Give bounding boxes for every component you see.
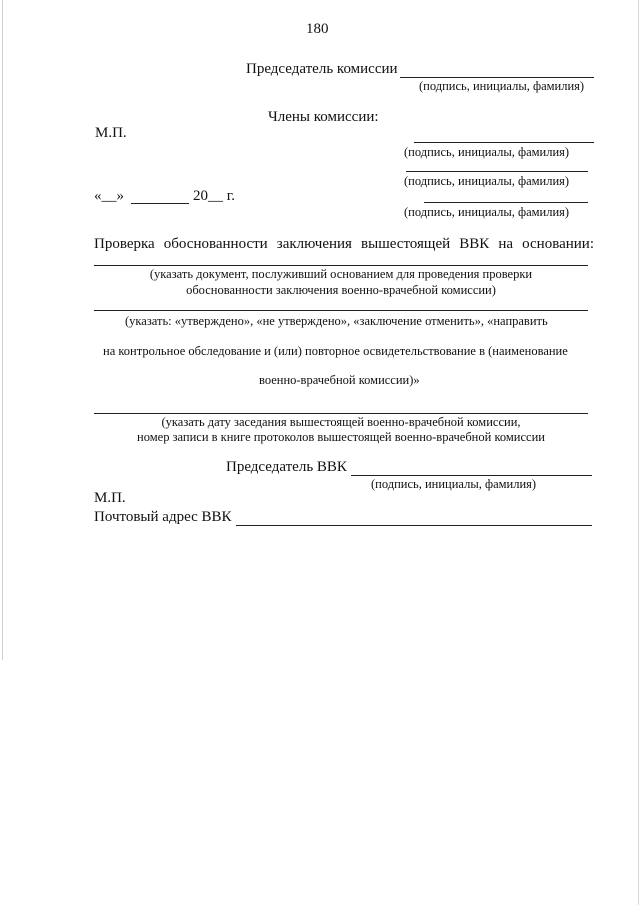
basis-document-caption-1: (указать документ, послуживший основанием для проведения проверки	[149, 267, 533, 281]
scan-edge-right	[638, 0, 639, 905]
basis-document-line	[94, 265, 588, 266]
scan-edge-left	[2, 0, 3, 660]
member-1-signature-line	[414, 142, 594, 143]
vvk-address-line	[236, 525, 592, 526]
commission-chairman-signature-line	[400, 77, 594, 78]
vvk-stamp-label: М.П.	[94, 490, 126, 506]
date-day-field: «__»	[94, 188, 124, 204]
meeting-line	[94, 413, 588, 414]
decision-caption-3: военно-врачебной комиссии)»	[259, 373, 420, 387]
member-2-signature-line	[406, 171, 588, 172]
vvk-chairman-signature-line	[351, 475, 592, 476]
decision-line	[94, 310, 588, 311]
member-1-caption: (подпись, инициалы, фамилия)	[404, 145, 570, 159]
commission-stamp-label: М.П.	[95, 125, 127, 141]
decision-caption-2: на контрольное обследование и (или) повторное освидетельствование в (наименование	[103, 344, 568, 358]
page-number: 180	[306, 21, 329, 37]
member-3-signature-line	[424, 202, 588, 203]
meeting-caption-1: (указать дату заседания вышестоящей военно-врачебной комиссии,	[161, 415, 521, 429]
member-3-caption: (подпись, инициалы, фамилия)	[404, 205, 570, 219]
member-2-caption: (подпись, инициалы, фамилия)	[404, 174, 570, 188]
meeting-caption-2: номер записи в книге протоколов вышестоящей военно-врачебной комиссии	[137, 430, 545, 444]
members-label: Члены комиссии:	[268, 109, 379, 125]
basis-document-caption-2: обоснованности заключения военно-врачебной комиссии)	[186, 283, 496, 297]
date-year-field: 20__ г.	[193, 188, 235, 204]
check-heading: Проверка обоснованности заключения вышестоящей ВВК на основании:	[94, 236, 594, 252]
vvk-chairman-caption: (подпись, инициалы, фамилия)	[371, 477, 537, 491]
commission-chairman-label: Председатель комиссии	[246, 61, 398, 77]
vvk-chairman-label: Председатель ВВК	[226, 459, 347, 475]
vvk-address-label: Почтовый адрес ВВК	[94, 509, 232, 525]
commission-chairman-caption: (подпись, инициалы, фамилия)	[419, 79, 585, 93]
decision-caption-1: (указать: «утверждено», «не утверждено», «заключение отменить», «направить	[125, 314, 548, 328]
date-month-line	[131, 203, 189, 204]
